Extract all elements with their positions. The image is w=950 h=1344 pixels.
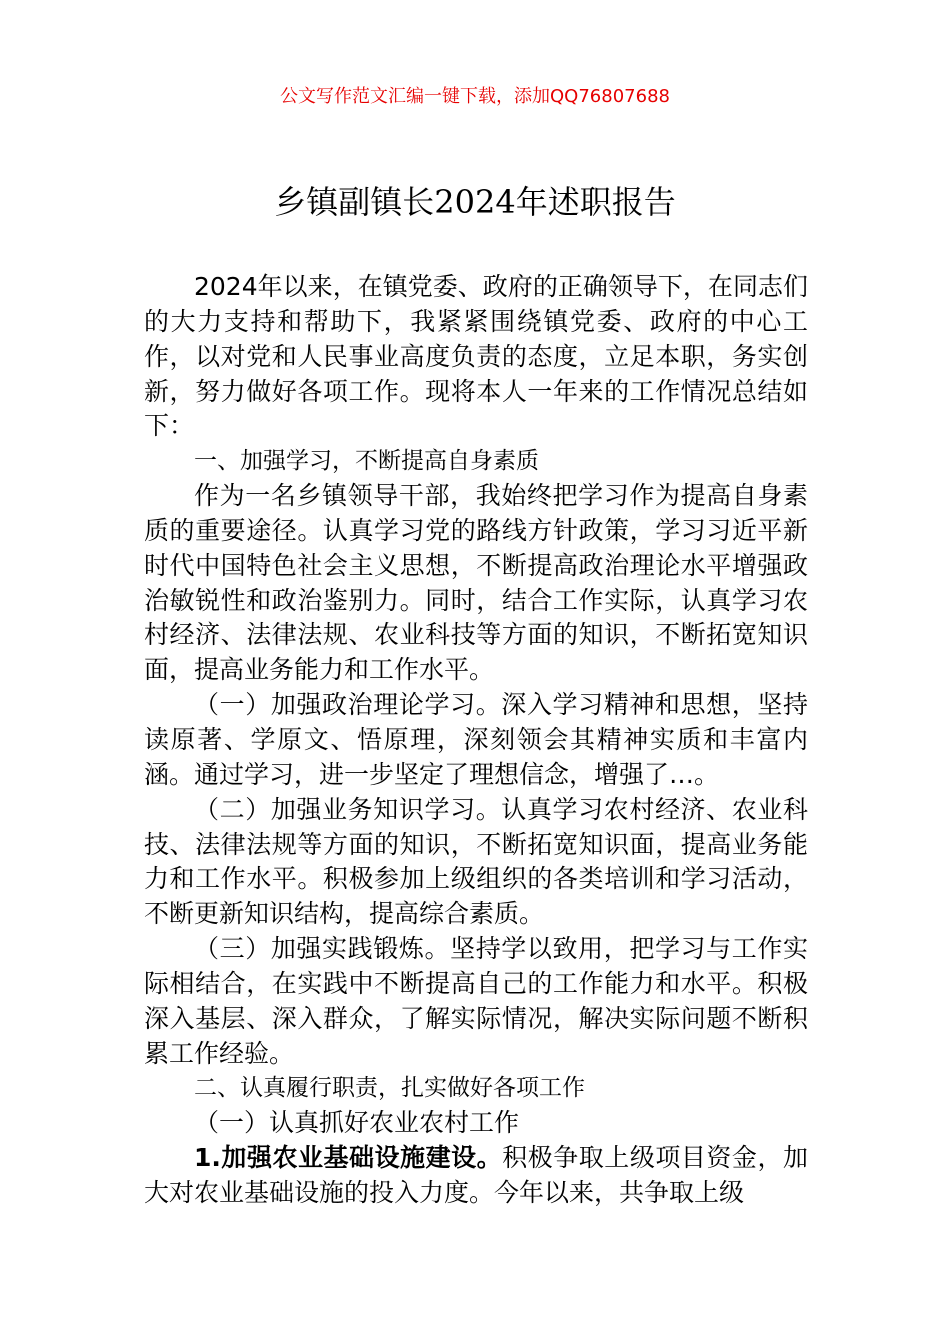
section-2-sub-heading: （一）认真抓好农业农村工作: [194, 1108, 520, 1138]
section-2-heading: 二、认真履行职责，扎实做好各项工作: [194, 1075, 585, 1102]
document-title: 乡镇副镇长2024年述职报告: [274, 183, 676, 221]
document-body: [144, 270, 808, 1211]
intro-paragraph: 2024年以来，在镇党委、政府的正确领导下，在同志们的大力支持和帮助下，我紧紧围绕镇党委、政府的中心工作，以对党和人民事业高度负责的态度，立足本职，务实创新，努力做好各项工作。现将本人一年来的工作情况总结如下：: [144, 272, 808, 441]
section-1-paragraph: 作为一名乡镇领导干部，我始终把学习作为提高自身素质的重要途径。认真学习党的路线方针政策，学习习近平新时代中国特色社会主义思想，不断提高政治理论水平增强政治敏锐性和政治鉴别力。同时，结合工作实际，认真学习农村经济、法律法规、农业科技等方面的知识，不断拓宽知识面，提高业务能力和工作水平。: [144, 481, 808, 685]
section-1-heading: 一、加强学习，不断提高自身素质: [194, 448, 539, 475]
header-banner: 公文写作范文汇编一键下载，添加QQ76807688: [280, 86, 670, 107]
section-1-item-2: （二）加强业务知识学习。认真学习农村经济、农业科技、法律法规等方面的知识，不断拓宽知识面，提高业务能力和工作水平。积极参加上级组织的各类培训和学习活动，不断更新知识结构，提高综合素质。: [144, 794, 808, 929]
section-2-point-1: [144, 1141, 808, 1211]
point-1-lead: 1.加强农业基础设施建设。: [194, 1143, 503, 1173]
point-1-text: 积极争取上级项目资金，加大对农业基础设施的投入力度。今年以来，共争取上级: [144, 1143, 808, 1207]
section-1-item-1: （一）加强政治理论学习。深入学习精神和思想，坚持读原著、学原文、悟原理，深刻领会其精神实质和丰富内涵。通过学习，进一步坚定了理想信念，增强了…。: [144, 690, 808, 789]
section-1-item-3: （三）加强实践锻炼。坚持学以致用，把学习与工作实际相结合，在实践中不断提高自己的工作能力和水平。积极深入基层、深入群众，了解实际情况，解决实际问题不断积累工作经验。: [144, 934, 808, 1068]
